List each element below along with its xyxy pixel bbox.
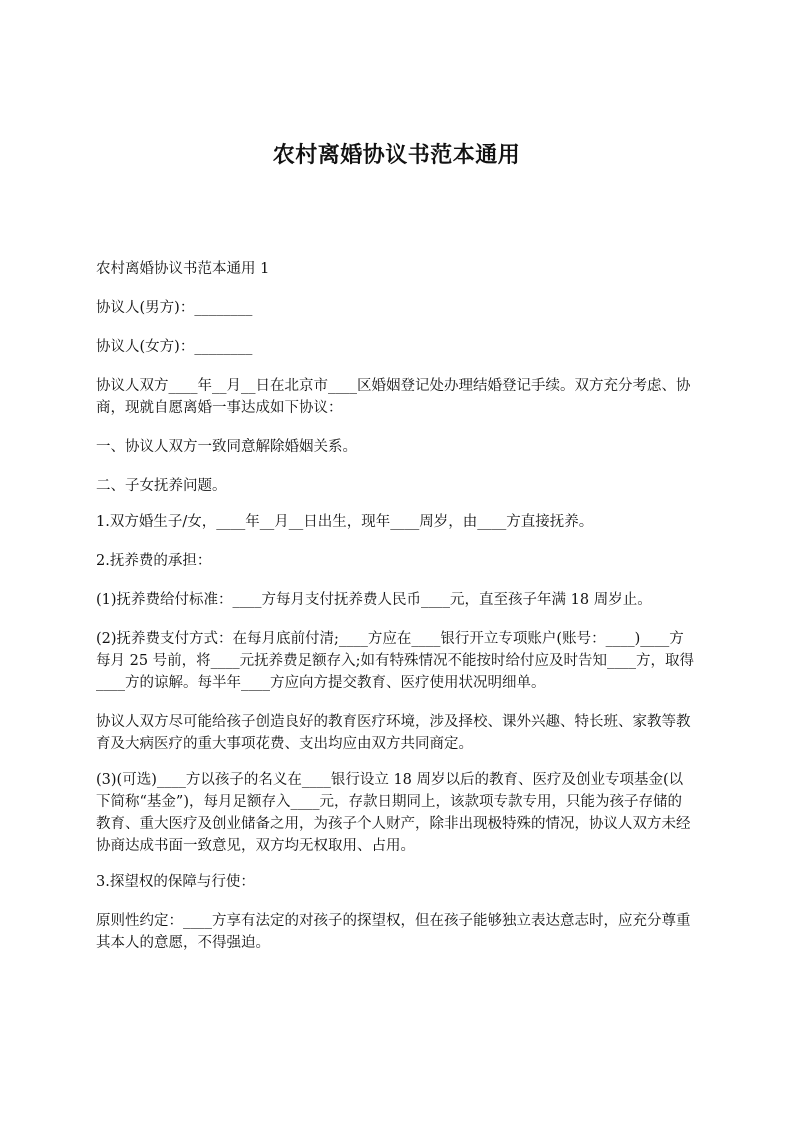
clause-support-payment: (2)抚养费支付方式：在每月底前付清;____方应在____银行开立专项账户(账号：____)____方每月 25 号前，将____元抚养费足额存入;如有特殊情况不能按时给付应及时告知____方，取得____方的谅解。每半年____方应向方提交教育、医疗使用状况明细单。 xyxy=(96,631,695,691)
clause-child-info: 1.双方婚生子/女，____年__月__日出生，现年____周岁，由____方直接抚养。 xyxy=(96,514,594,530)
clause-fund-optional: (3)(可选)____方以孩子的名义在____银行设立 18 周岁以后的教育、医疗及创业专项基金(以下简称“基金”)，每月足额存入____元，存款日期同上，该款项专款专用，只能为孩子存储的教育、重大医疗及创业储备之用，为孩子个人财产，除非出现极特殊的情况，协议人双方未经协商达成书面一致意见，双方均无权取用、占用。 xyxy=(96,772,691,854)
clause-support-heading: 2.抚养费的承担： xyxy=(96,553,212,569)
party-male: 协议人(男方)：________ xyxy=(96,300,253,316)
clause-dissolve-marriage: 一、协议人双方一致同意解除婚姻关系。 xyxy=(96,439,357,455)
clause-visitation-heading: 3.探望权的保障与行使： xyxy=(96,874,255,890)
clause-visitation-principle: 原则性约定：____方享有法定的对孩子的探望权，但在孩子能够独立表达意志时，应充分尊重其本人的意愿，不得强迫。 xyxy=(96,913,691,951)
clause-child-custody-heading: 二、子女抚养问题。 xyxy=(96,478,227,494)
intro-paragraph: 协议人双方____年__月__日在北京市____区婚姻登记处办理结婚登记手续。双方充分考虑、协商，现就自愿离婚一事达成如下协议： xyxy=(96,378,691,416)
section-subtitle: 农村离婚协议书范本通用 1 xyxy=(96,261,270,277)
clause-education-medical: 协议人双方尽可能给孩子创造良好的教育医疗环境，涉及择校、课外兴趣、特长班、家教等教育及大病医疗的重大事项花费、支出均应由双方共同商定。 xyxy=(96,714,691,752)
document-body xyxy=(96,258,696,954)
document-title: 农村离婚协议书范本通用 xyxy=(272,143,521,168)
party-female: 协议人(女方)：________ xyxy=(96,339,253,355)
clause-support-standard: (1)抚养费给付标准：____方每月支付抚养费人民币____元，直至孩子年满 18 周岁止。 xyxy=(96,592,652,608)
